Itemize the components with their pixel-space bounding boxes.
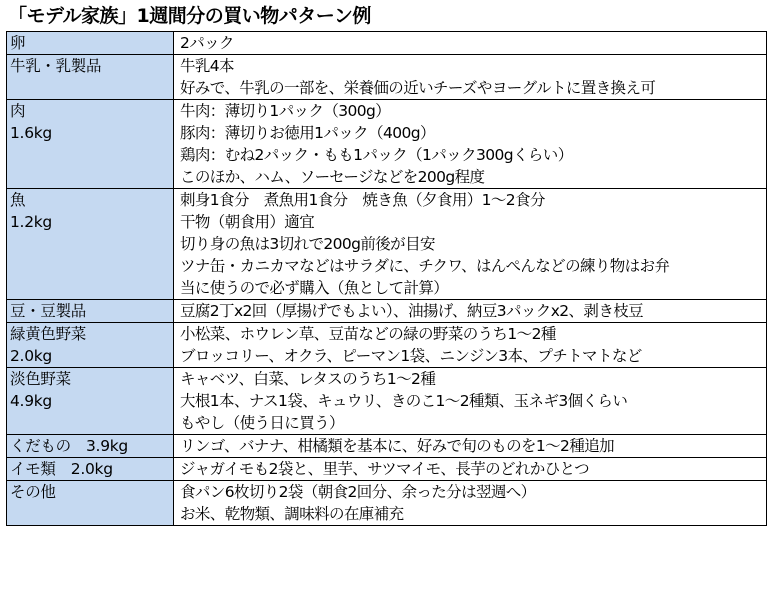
detail-cell [174, 458, 767, 481]
shopping-table [6, 31, 767, 526]
detail-cell [174, 481, 767, 526]
detail-cell [174, 32, 767, 55]
detail-line: お米、乾物類、調味料の在庫補充 [180, 505, 404, 523]
category-label: イモ類 2.0kg [10, 460, 113, 478]
table-row [7, 323, 767, 368]
category-weight: 4.9kg [10, 392, 52, 410]
detail-cell [174, 189, 767, 300]
detail-line: 刺身1食分 煮魚用1食分 焼き魚（夕食用）1～2食分 [180, 191, 545, 209]
detail-line: 鶏肉：むね2パック・もも1パック（1パック300gくらい） [180, 146, 573, 164]
category-cell [7, 323, 174, 368]
table-row [7, 300, 767, 323]
table-row [7, 55, 767, 100]
detail-line: 干物（朝食用）適宜 [180, 213, 315, 231]
detail-cell [174, 300, 767, 323]
detail-cell [174, 323, 767, 368]
category-label: 淡色野菜 [10, 370, 71, 388]
page-title: 「モデル家族」1週間分の買い物パターン例 [8, 5, 371, 27]
category-weight: 2.0kg [10, 347, 52, 365]
detail-line: 牛肉：薄切り1パック（300g） [180, 102, 391, 120]
category-cell [7, 300, 174, 323]
detail-line: 大根1本、ナス1袋、キュウリ、きのこ1～2種類、玉ネギ3個くらい [180, 392, 628, 410]
detail-line: 好みで、牛乳の一部を、栄養価の近いチーズやヨーグルトに置き換え可 [180, 79, 656, 97]
category-label: 豆・豆製品 [10, 302, 87, 320]
category-label: 魚 [10, 191, 26, 209]
table-row [7, 458, 767, 481]
detail-line: ツナ缶・カニカマなどはサラダに、チクワ、はんぺんなどの練り物はお弁 [180, 257, 670, 275]
detail-line: 豚肉：薄切りお徳用1パック（400g） [180, 124, 435, 142]
detail-line: 豆腐2丁x2回（厚揚げでもよい）、油揚げ、納豆3パックx2、剥き枝豆 [180, 302, 644, 320]
table-row [7, 189, 767, 300]
category-cell [7, 481, 174, 526]
detail-cell [174, 435, 767, 458]
table-row [7, 481, 767, 526]
category-cell [7, 55, 174, 100]
category-label: 肉 [10, 102, 26, 120]
detail-cell [174, 368, 767, 435]
category-label: 牛乳・乳製品 [10, 57, 102, 75]
table-body [7, 32, 767, 526]
category-label: 卵 [10, 34, 26, 52]
category-cell [7, 435, 174, 458]
detail-line: このほか、ハム、ソーセージなどを200g程度 [180, 168, 485, 186]
category-cell [7, 32, 174, 55]
category-cell [7, 368, 174, 435]
detail-line: リンゴ、バナナ、柑橘類を基本に、好みで旬のものを1～2種追加 [180, 437, 615, 455]
category-label: その他 [10, 483, 56, 501]
detail-line: もやし（使う日に買う） [180, 414, 344, 432]
category-label: 緑黄色野菜 [10, 325, 87, 343]
detail-line: ジャガイモも2袋と、里芋、サツマイモ、長芋のどれかひとつ [180, 460, 590, 478]
category-cell [7, 189, 174, 300]
detail-line: 当に使うので必ず購入（魚として計算） [180, 279, 449, 297]
category-cell [7, 458, 174, 481]
category-label: くだもの 3.9kg [10, 437, 128, 455]
detail-line: 切り身の魚は3切れで200g前後が目安 [180, 235, 435, 253]
category-weight: 1.2kg [10, 213, 52, 231]
category-weight: 1.6kg [10, 124, 52, 142]
category-cell [7, 100, 174, 189]
detail-line: 2パック [180, 34, 234, 52]
table-row [7, 368, 767, 435]
detail-line: 食パン6枚切り2袋（朝食2回分、余った分は翌週へ） [180, 483, 536, 501]
detail-cell [174, 100, 767, 189]
detail-cell [174, 55, 767, 100]
detail-line: キャベツ、白菜、レタスのうち1～2種 [180, 370, 436, 388]
detail-line: 牛乳4本 [180, 57, 234, 75]
detail-line: 小松菜、ホウレン草、豆苗などの緑の野菜のうち1～2種 [180, 325, 556, 343]
detail-line: ブロッコリー、オクラ、ピーマン1袋、ニンジン3本、プチトマトなど [180, 347, 642, 365]
table-row [7, 100, 767, 189]
table-row [7, 435, 767, 458]
table-row [7, 32, 767, 55]
